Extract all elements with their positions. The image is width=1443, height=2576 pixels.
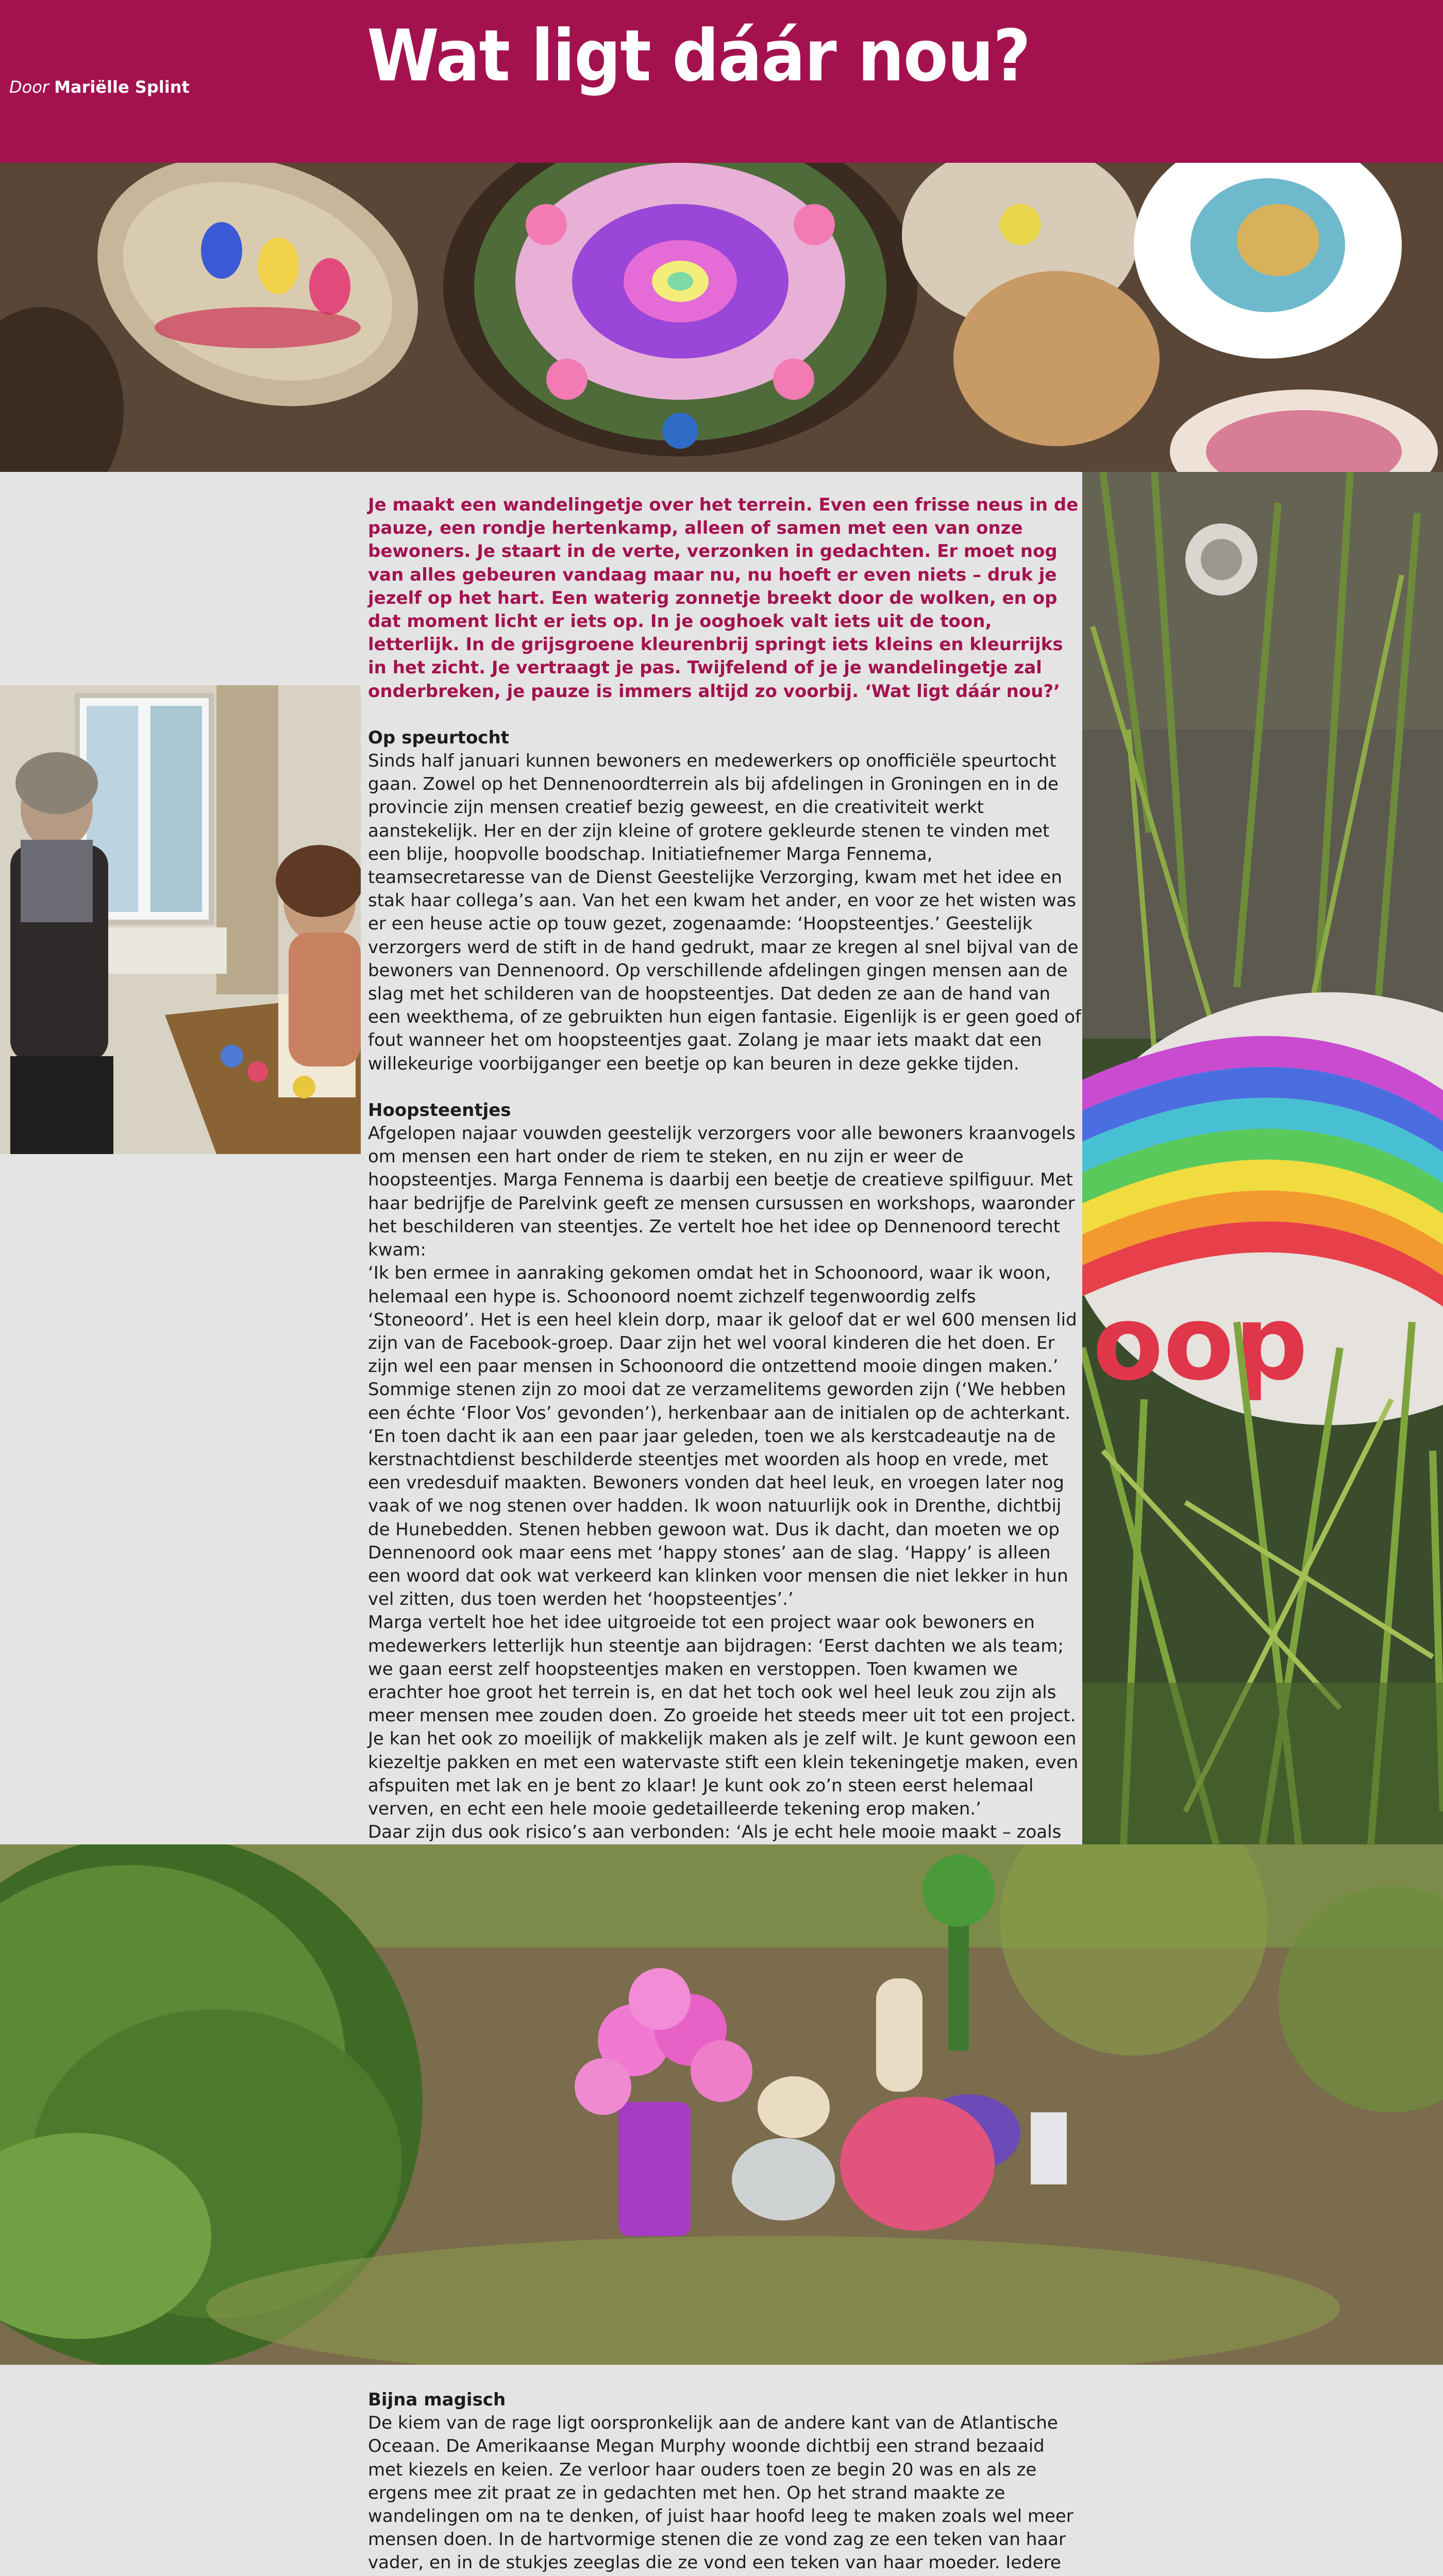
byline xyxy=(9,77,190,97)
paragraph: Sommige stenen zijn zo mooi dat ze verzamelitems geworden zijn (‘We hebben een échte ‘Floor Vos’ gevonden’), herkenbaar aan de initialen op de achterkant. xyxy=(368,1379,1071,1423)
section-heading: Bijna magisch xyxy=(368,2389,506,2410)
garden-illustration xyxy=(0,1844,1443,2365)
paragraph: De kiem van de rage ligt oorspronkelijk aan de andere kant van de Atlantische Oceaan. De Amerikaanse Megan Murphy woonde dichtbij een strand bezaaid met kiezels en keien. Ze verloor haar ouders toen ze begin 20 was en als ze ergens mee zit praat ze in gedachten met hen. Op het strand maakte ze wandelingen om na te denken, of juist haar hoofd leeg te maken zoals wel meer mensen doen. In de hartvormige stenen die ze vond zag ze een teken van haar vader, en in de stukjes zeeglas die ze vond een teken van haar moeder. Iedere xyxy=(368,2413,1073,2573)
paragraph: Marga vertelt hoe het idee uitgroeide tot een project waar ook bewoners en medewerkers letterlijk hun steentje aan bijdragen: ‘Eerst dachten we als team; we gaan eerst zelf hoopsteentjes maken en verstoppen. Toen kwamen we erachter hoe groot het terrein is, en dat het toch ook wel heel leuk zou zijn als meer mensen mee zouden doen. Zo groeide het steeds meer uit tot een project. Je kan het ook zo moeilijk of makkelijk maken als je zelf wilt. Je kunt gewoon een kiezeltje pakken en met een watervaste stift een klein tekeningetje maken, even afspuiten met lak en je bent zo klaar! Je kunt ook zo’n steen eerst helemaal verven, en echt een hele mooie gedetailleerde tekening erop maken.’ xyxy=(368,1612,1079,1819)
paragraph: Daar zijn dus ook risico’s aan verbonden: ‘Als je echt hele mooie maakt – zoals xyxy=(368,1822,1062,1843)
byline-author: Mariëlle Splint xyxy=(54,77,190,97)
article-body-1 xyxy=(368,494,1083,1914)
painted-stones-illustration xyxy=(0,163,1443,472)
byline-prefix: Door xyxy=(9,77,49,97)
page-header xyxy=(0,0,1443,163)
painted-stones-photo xyxy=(0,163,1443,472)
section-heading: Hoopsteentjes xyxy=(368,1099,511,1121)
two-women-with-stones-photo xyxy=(0,685,361,1154)
paragraph: Sinds half januari kunnen bewoners en medewerkers op onofficiële speurtocht gaan. Zowel op het Dennenoordterrein als bij afdelingen in Groningen en in de provincie zijn mensen creatief bezig geweest, en die creativiteit werkt aanstekelijk. Her en der zijn kleine of grotere gekleurde stenen te vinden met een blije, hoopvolle boodschap. Initiatiefnemer Marga Fennema, teamsecretaresse van de Dienst Geestelijke Verzorging, kwam met het idee en stak haar collega’s aan. Van het een kwam het ander, en voor ze het wisten was er een heuse actie op touw gezet, zogenaamde: ‘Hoopsteentjes.’ Geestelijk verzorgers werd de stift in de hand gedrukt, maar ze kregen al snel bijval van de bewoners van Dennenoord. Op verschillende afdelingen gingen mensen aan de slag met het schilderen van de hoopsteentjes. Dat deden ze aan de hand van een weekthema, of ze gebruikten hun eigen fantasie. Eigenlijk is er geen goed of fout wanneer het om hoopsteentjes gaat. Zolang je maar iets maakt dat een willekeurige voorbijganger een beetje op kan beuren in deze gekke tijden. xyxy=(368,751,1082,1074)
page-title: Wat ligt dáár nou? xyxy=(367,14,1030,97)
rainbow-stone-in-grass-photo xyxy=(1082,472,1443,1844)
paragraph: ‘Ik ben ermee in aanraking gekomen omdat het in Schoonoord, waar ik woon, helemaal een hype is. Schoonoord noemt zichzelf tegenwoordig zelfs ‘Stoneoord’. Het is een heel klein dorp, maar ik geloof dat er wel 600 mensen lid zijn van de Facebook-groep. Daar zijn het wel vooral kinderen die het doen. Er zijn wel een paar mensen in Schoonoord die ontzettend mooie dingen maken.’ xyxy=(368,1263,1077,1377)
paragraph: ‘En toen dacht ik aan een paar jaar geleden, toen we als kerstcadeautje na de kerstnachtdienst beschilderde steentjes met woorden als hoop en vrede, met een vredesduif maakten. Bewoners vonden dat heel leuk, en vroegen later nog vaak of we nog stenen over hadden. Ik woon natuurlijk ook in Drenthe, dichtbij de Hunebedden. Stenen hebben gewoon wat. Dus ik dacht, dan moeten we op Dennenoord ook maar eens met ‘happy stones’ aan de slag. ‘Happy’ is alleen een woord dat ook wat verkeerd kan klinken voor mensen die niet lekker in hun vel zitten, dus toen werden het ‘hoopsteentjes’.’ xyxy=(368,1426,1068,1610)
people-illustration xyxy=(0,685,361,1154)
memorial-stones-garden-photo xyxy=(0,1844,1443,2365)
paragraph: Afgelopen najaar vouwden geestelijk verzorgers voor alle bewoners kraanvogels om mensen een hart onder de riem te steken, en nu zijn er weer de hoopsteentjes. Marga Fennema is daarbij een beetje de creatieve spilfiguur. Met haar bedrijfje de Parelvink geeft ze mensen cursussen en workshops, waaronder het beschilderen van steentjes. Ze vertelt hoe het idee op Dennenoord terecht kwam: xyxy=(368,1123,1076,1261)
grass-illustration xyxy=(1082,472,1443,1844)
article-body-2 xyxy=(368,2388,1083,2576)
stone-lettering: oop xyxy=(1093,1283,1308,1403)
section-heading: Op speurtocht xyxy=(368,727,509,748)
article-intro: Je maakt een wandelingetje over het terrein. Even een frisse neus in de pauze, een rondje hertenkamp, alleen of samen met een van onze bewoners. Je staart in de verte, verzonken in gedachten. Er moet nog van alles gebeuren vandaag maar nu, nu hoeft er even niets – druk je jezelf op het hart. Een waterig zonnetje breekt door de wolken, en op dat moment licht er iets op. In je ooghoek valt iets uit de toon, letterlijk. In de grijsgroene kleurenbrij springt iets kleins en kleurrijks in het zicht. Je vertraagt je pas. Twijfelend of je je wandelingetje zal onderbreken, je pauze is immers altijd zo voorbij. ‘Wat ligt dáár nou?’ xyxy=(368,495,1079,702)
